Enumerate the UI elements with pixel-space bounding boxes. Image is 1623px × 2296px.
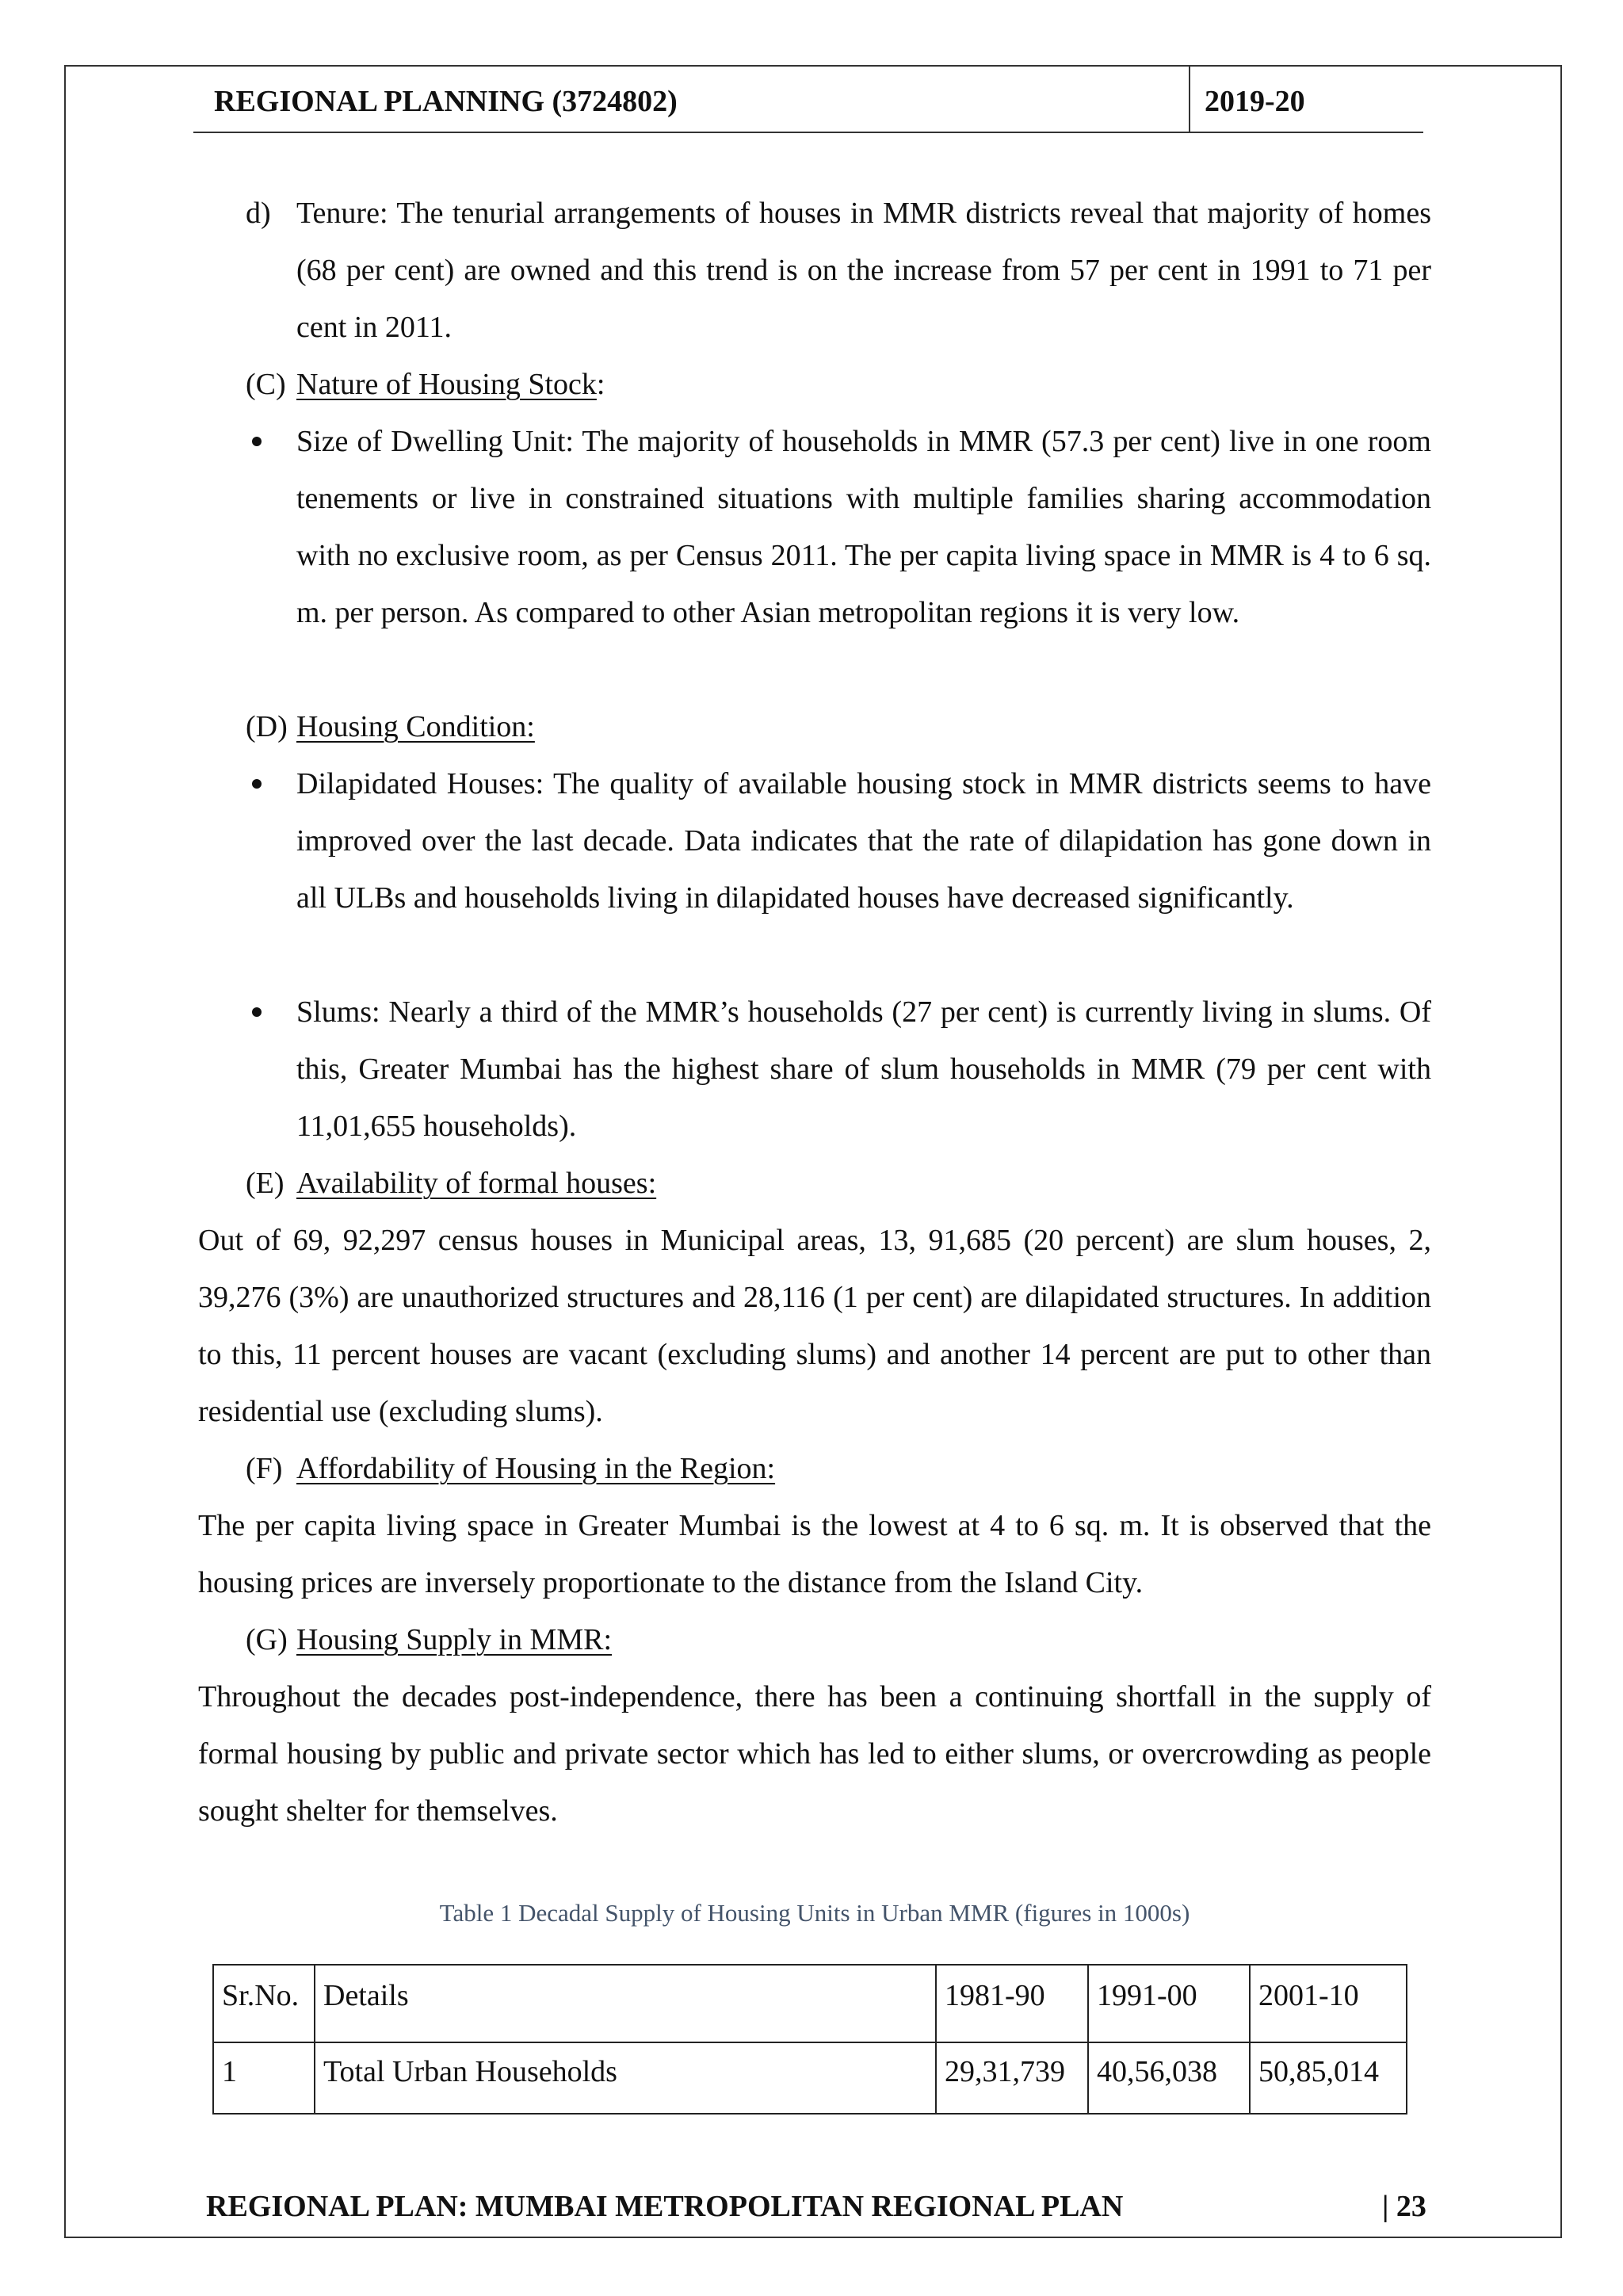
table-header-cell: 1981-90 <box>936 1965 1088 2042</box>
housing-supply-table <box>212 1964 1407 2115</box>
bullet-icon <box>252 437 262 446</box>
table-header-cell: 2001-10 <box>1250 1965 1407 2042</box>
table-cell: Total Urban Households <box>315 2042 936 2114</box>
section-f-heading: Affordability of Housing in the Region: <box>296 1452 776 1485</box>
table-cell: 40,56,038 <box>1088 2042 1250 2114</box>
section-d-marker: (D) <box>246 710 288 743</box>
table-cell: 50,85,014 <box>1250 2042 1407 2114</box>
section-f-heading-line <box>296 1440 775 1497</box>
table-header-cell: Sr.No. <box>213 1965 315 2042</box>
section-e-heading-line <box>296 1155 656 1212</box>
table-cell: 1 <box>213 2042 315 2114</box>
header-title: REGIONAL PLANNING (3724802) <box>214 85 678 118</box>
table-header-cell: 1991-00 <box>1088 1965 1250 2042</box>
section-d-heading-line <box>296 698 535 755</box>
tenure-paragraph: Tenure: The tenurial arrangements of houses in MMR districts reveal that majority of homes (68 per cent) are owned and this trend is on the increase from 57 per cent in 1991 to 71 per cent in 2011. <box>296 197 1431 344</box>
footer-title: REGIONAL PLAN: MUMBAI METROPOLITAN REGIONAL PLAN <box>206 2190 1124 2223</box>
section-g-heading: Housing Supply in MMR: <box>296 1623 613 1656</box>
section-g-marker: (G) <box>246 1623 288 1656</box>
page-number: | 23 <box>1382 2190 1426 2223</box>
formal-houses-paragraph: Out of 69, 92,297 census houses in Municipal areas, 13, 91,685 (20 percent) are slum houses, 2, 39,276 (3%) are unauthorized structures and 28,116 (1 per cent) are dilapidated structures. In addition to this, 11 percent houses are vacant (excluding slums) and another 14 percent are put to other than residential use (excluding slums). <box>198 1224 1431 1428</box>
section-c-heading-line <box>296 356 605 413</box>
header-year: 2019-20 <box>1205 85 1305 118</box>
slums-paragraph: Slums: Nearly a third of the MMR’s households (27 per cent) is currently living in slums. Of this, Greater Mumbai has the highest share of slum households in MMR (79 per cent with 11,01,655 households). <box>296 995 1431 1143</box>
section-d-heading: Housing Condition: <box>296 710 535 743</box>
table-header-cell: Details <box>315 1965 936 2042</box>
section-c-marker: (C) <box>246 368 286 401</box>
section-c-heading-suffix: : <box>596 368 605 401</box>
table-header-row <box>213 1965 1407 2042</box>
table-row <box>213 2042 1407 2114</box>
dilapidated-paragraph: Dilapidated Houses: The quality of available housing stock in MMR districts seems to have improved over the last decade. Data indicates that the rate of dilapidation has gone down in all ULBs and households living in dilapidated houses have decreased significantly. <box>296 767 1431 915</box>
section-g-heading-line <box>296 1611 612 1668</box>
table-caption: Table 1 Decadal Supply of Housing Units in Urban MMR (figures in 1000s) <box>439 1899 1190 1927</box>
section-e-marker: (E) <box>246 1167 285 1200</box>
header-divider <box>1189 67 1190 132</box>
table-cell: 29,31,739 <box>936 2042 1088 2114</box>
housing-supply-paragraph: Throughout the decades post-independence, there has been a continuing shortfall in the supply of formal housing by public and private sector which has led to either slums, or overcrowding as people sought shelter for themselves. <box>198 1680 1431 1828</box>
bullet-icon <box>252 1007 262 1017</box>
bullet-icon <box>252 779 262 789</box>
tenure-marker: d) <box>246 197 271 230</box>
section-c-heading: Nature of Housing Stock <box>296 368 597 401</box>
page-header <box>193 76 1423 133</box>
affordability-paragraph: The per capita living space in Greater Mumbai is the lowest at 4 to 6 sq. m. It is observed that the housing prices are inversely proportionate to the distance from the Island City. <box>198 1509 1431 1599</box>
section-f-marker: (F) <box>246 1452 283 1485</box>
dwelling-size-paragraph: Size of Dwelling Unit: The majority of households in MMR (57.3 per cent) live in one room tenements or live in constrained situations with multiple families sharing accommodation with no exclusive room, as per Census 2011. The per capita living space in MMR is 4 to 6 sq. m. per person. As compared to other Asian metropolitan regions it is very low. <box>296 425 1431 629</box>
section-e-heading: Availability of formal houses: <box>296 1167 657 1200</box>
